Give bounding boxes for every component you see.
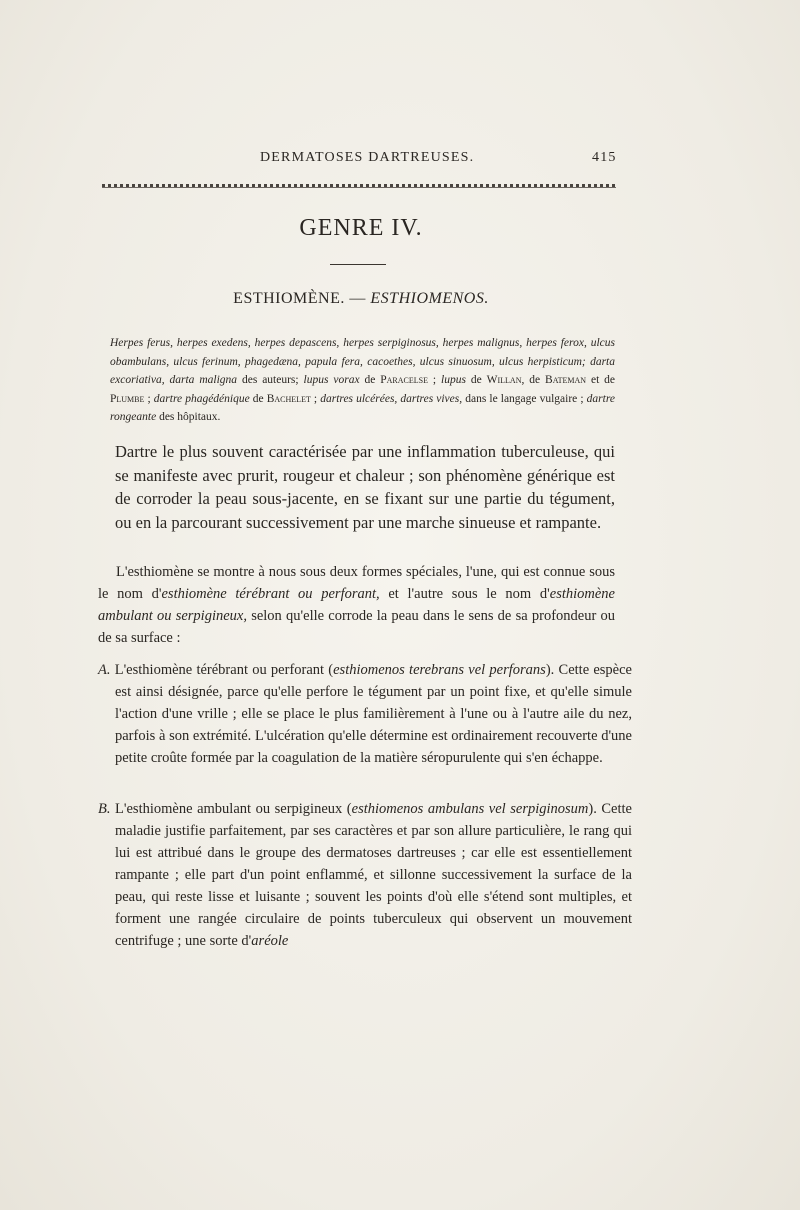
syn-text: dartre rongeante xyxy=(110,392,615,423)
syn-text: ; xyxy=(310,392,321,405)
section-title xyxy=(0,290,722,308)
syn-text: des hôpitaux. xyxy=(156,411,221,423)
section-letter: B. xyxy=(98,801,111,817)
syn-text: lupus xyxy=(441,374,466,386)
section-letter: A. xyxy=(98,662,111,678)
section-title-name: ESTHIOMÈNE. — xyxy=(233,290,366,307)
body-text: ). Cette maladie justifie parfaitement, par ses caractères et par son allure particulière, le rang qui lui est attribué dans le groupe des dermatoses dartreuses ; car elle est essentiellement rampante ; elle part d'un point enflammé, et sillonne successivement la surface de la peau, qui reste lisse et luisante ; souvent les points d'où elle s'étend sont multiples, et forment une rangée circulaire de points tuberculeux qui observent un mouvement centrifuge ; une sorte d' xyxy=(115,801,632,949)
syn-text: et de xyxy=(586,374,616,386)
syn-text: dartres ulcérées, dartres vives, xyxy=(320,392,463,405)
author-name: Paracelse xyxy=(380,374,428,386)
syn-text: de xyxy=(359,374,381,386)
body-text: selon qu'elle corrode la peau dans le sens de sa profondeur ou de sa surface : xyxy=(98,608,615,646)
term: esthiomenos terebrans vel perforans xyxy=(333,662,546,678)
syn-text: des auteurs; xyxy=(237,374,304,386)
syn-text: Herpes ferus, herpes exedens, herpes depascens, herpes serpiginosus, herpes malignus, herpes ferox, ulcus obambulans, ulcus ferinum, phagedæna, papula fera, cacoethes, ulcus sinuosum, ulcus herpisticum; darta excoriativa, darta maligna xyxy=(110,337,615,386)
page-number: 415 xyxy=(592,150,617,165)
term: esthiomène térébrant ou perforant, xyxy=(161,586,380,602)
ornamental-rule xyxy=(102,184,616,188)
syn-text: de xyxy=(249,392,267,405)
author-name: Willan xyxy=(486,374,522,386)
term: esthiomenos ambulans vel serpiginosum xyxy=(351,801,589,817)
heading-divider xyxy=(330,264,386,265)
section-a-paragraph xyxy=(98,659,632,769)
body-text: ). Cette espèce est ainsi désignée, parce qu'elle perfore le tégument par un point fixe, et qu'elle simule l'action d'une vrille ; elle se place le plus familièrement à l'une ou à l'autre aile du nez, parfois à son extrémité. L'ulcération qu'elle détermine est ordinairement recouverte d'une petite croûte formée par la coagulation de la matière séropurulente qui s'en échappe. xyxy=(115,662,632,766)
syn-text: ; xyxy=(144,392,154,405)
body-text: et l'autre sous le nom d' xyxy=(379,586,550,602)
body-text: L'esthiomène térébrant ou perforant ( xyxy=(110,662,334,678)
running-title: DERMATOSES DARTREUSES. xyxy=(260,150,475,165)
author-name: Plumbe xyxy=(110,392,145,405)
body-text: L'esthiomène se montre à nous sous deux formes spéciales, l'une, qui est connue sous le nom d' xyxy=(98,564,615,602)
term: aréole xyxy=(251,933,289,949)
forms-paragraph xyxy=(98,561,615,649)
author-name: Bateman xyxy=(545,374,587,386)
section-b-paragraph xyxy=(98,798,632,952)
synonyms-paragraph xyxy=(110,334,615,427)
term: esthiomène ambulant ou serpigineux, xyxy=(98,586,615,624)
definition-paragraph: Dartre le plus souvent caractérisée par une inflammation tuberculeuse, qui se manifeste avec prurit, rougeur et chaleur ; son phénomène générique est de corroder la peau sous-jacente, en se fixant sur une partie du tégument, ou en la parcourant successivement par une marche sinueuse et rampante. xyxy=(115,442,615,532)
author-name: Bachelet xyxy=(266,392,311,405)
section-title-latin: ESTHIOMENOS. xyxy=(370,290,489,307)
genre-heading: GENRE IV. xyxy=(299,215,423,241)
syn-text: dans le langage vulgaire ; xyxy=(462,392,587,405)
syn-text: dartre phagédénique xyxy=(153,392,250,405)
syn-text: ; xyxy=(427,374,442,386)
syn-text: , de xyxy=(521,374,546,386)
body-text: L'esthiomène ambulant ou serpigineux ( xyxy=(110,801,352,817)
syn-text: de xyxy=(465,374,487,386)
syn-text: lupus vorax xyxy=(303,374,360,386)
